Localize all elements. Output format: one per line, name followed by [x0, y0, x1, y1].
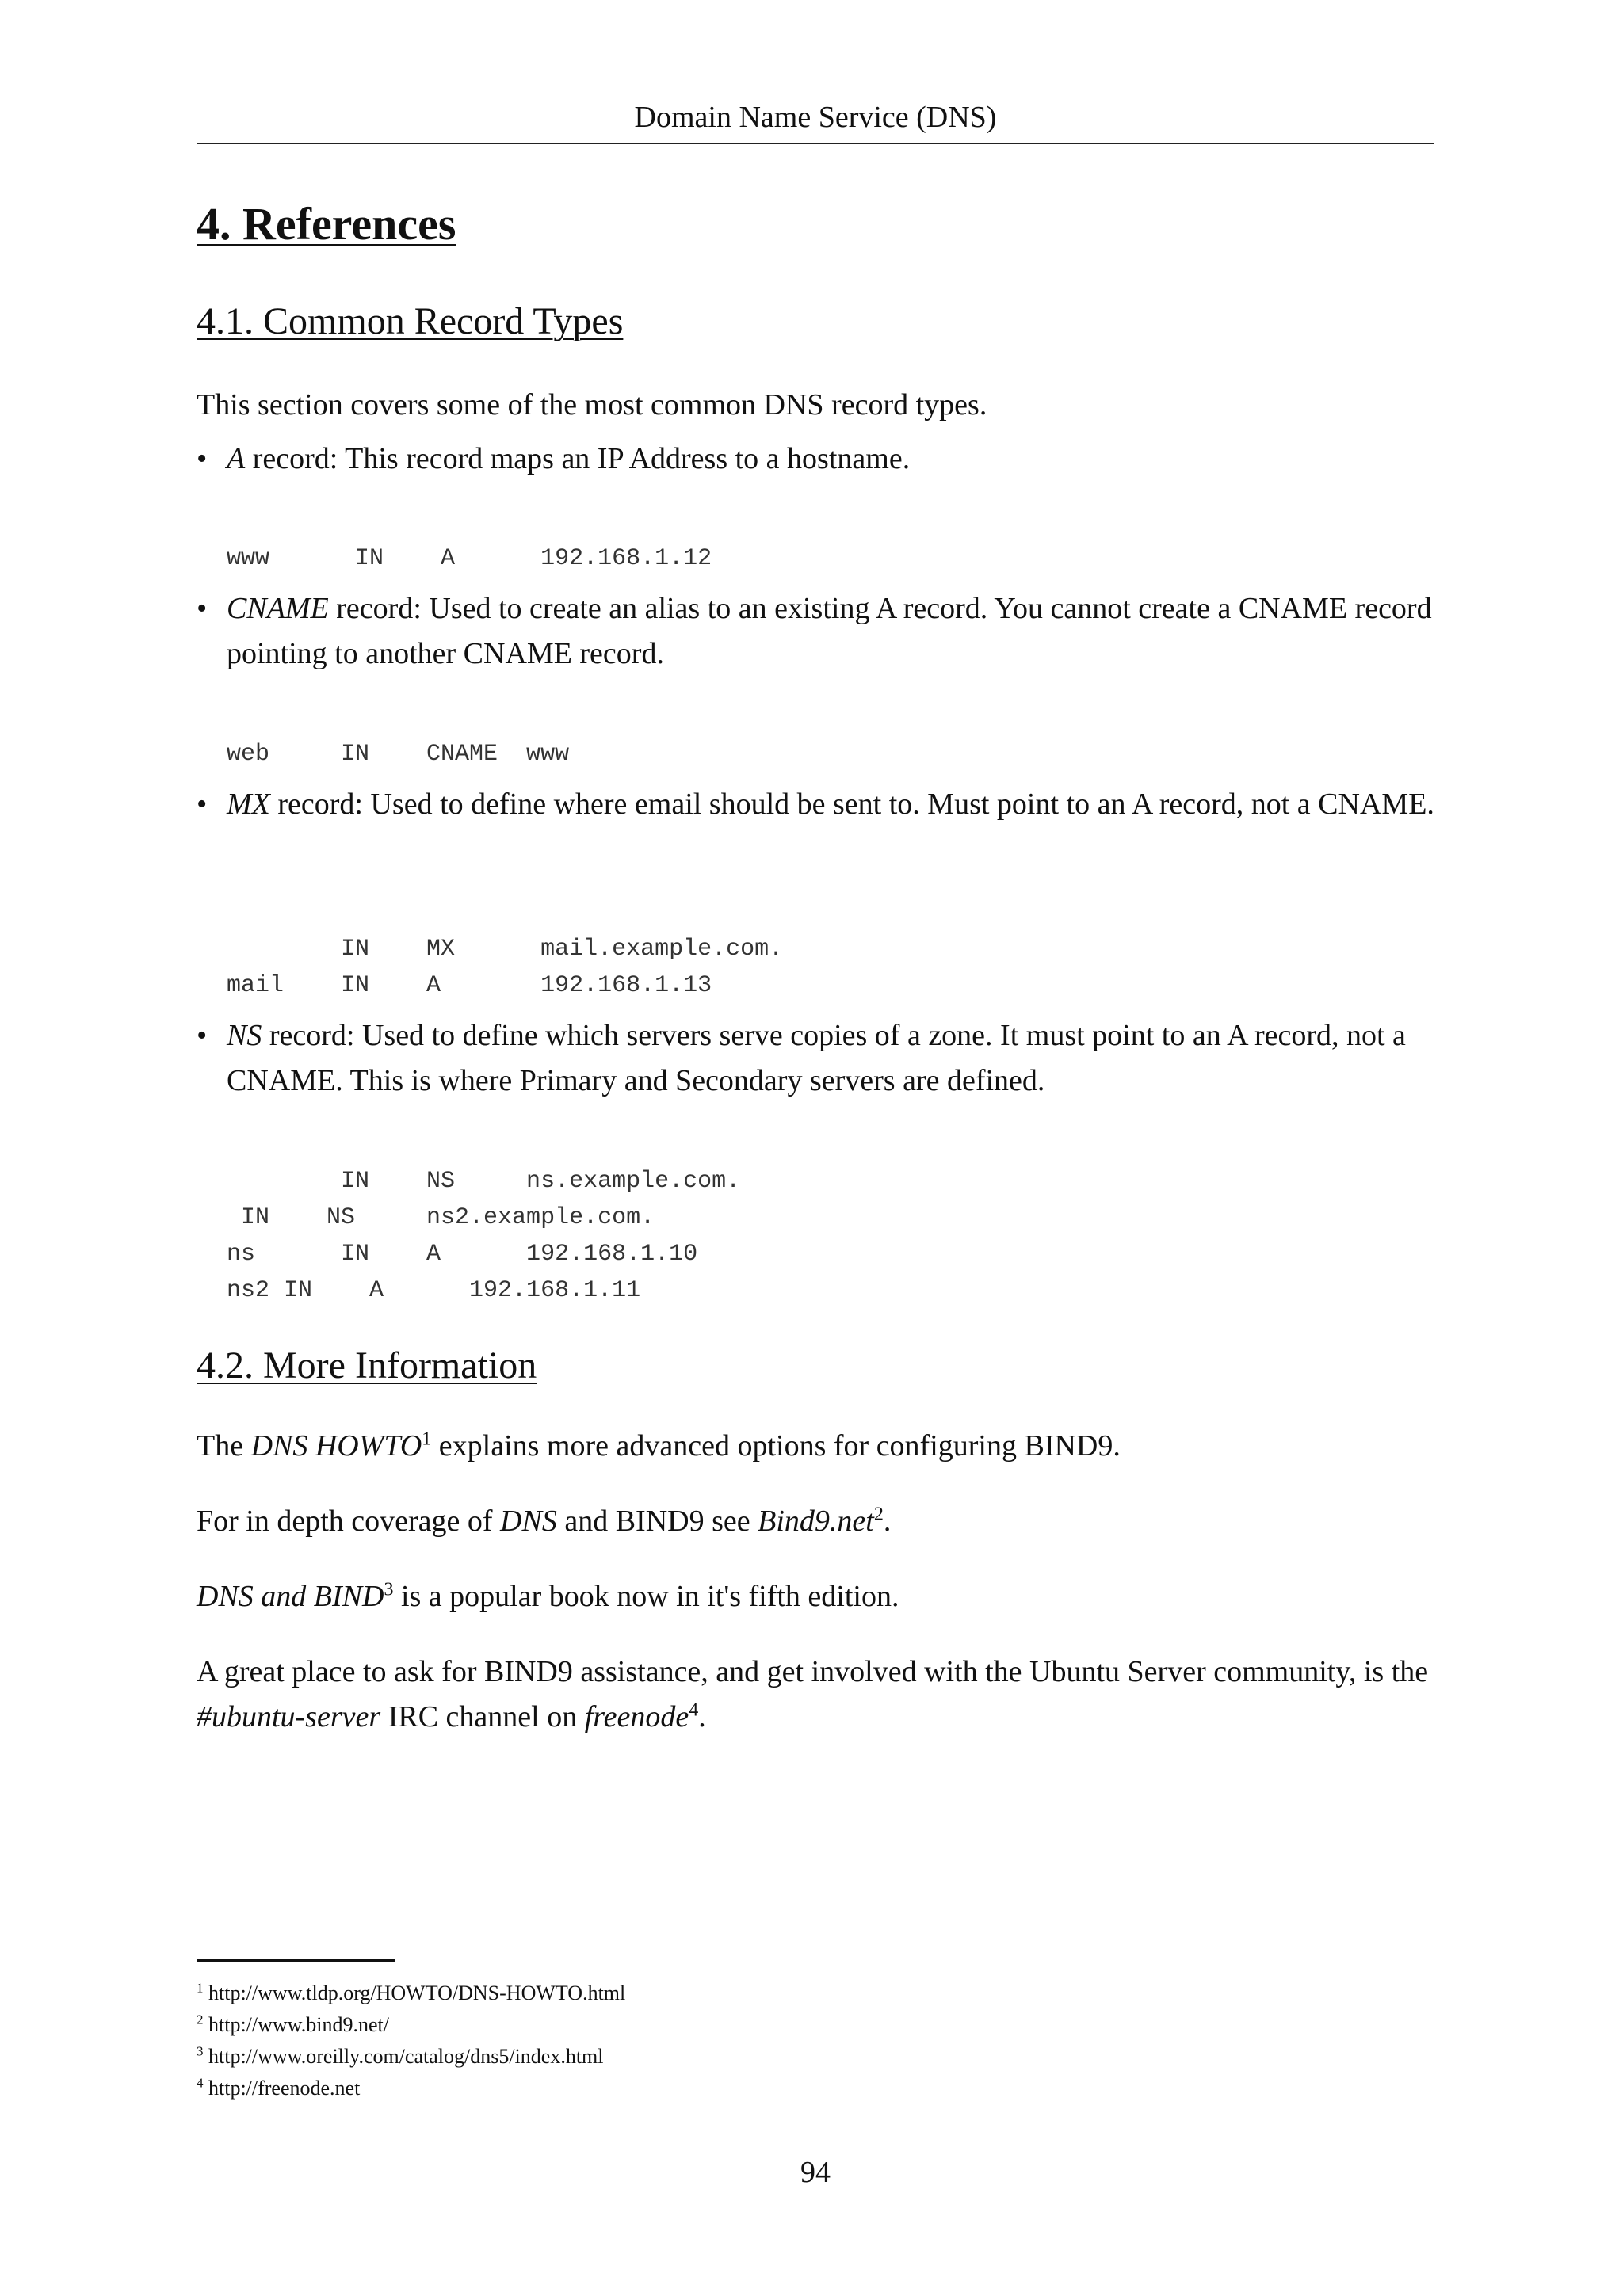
code-block-cname-record: web IN CNAME www	[227, 741, 570, 768]
subsection-heading-more-information: 4.2. More Information	[197, 1344, 537, 1386]
code-block-ns-record: IN NS ns.example.com. IN NS ns2.example.com. ns IN A 192.168.1.10 ns2 IN A 192.168.1.11	[227, 1168, 741, 1304]
subsection-heading-record-types: 4.1. Common Record Types	[197, 300, 624, 342]
footnote-url[interactable]: http://www.bind9.net/	[208, 2013, 389, 2036]
footnote-separator	[197, 1959, 395, 1962]
bullet-dot: •	[197, 592, 208, 625]
page-number: 94	[800, 2156, 831, 2189]
footnote-ref[interactable]: 2	[873, 1504, 884, 1525]
record-type-term: NS	[227, 1019, 262, 1052]
header-rule	[197, 143, 1434, 144]
record-type-term: A	[227, 442, 246, 475]
link-bind9-net[interactable]: Bind9.net	[758, 1505, 874, 1538]
footnote-item: $^3$ http://www.oreilly.com/catalog/dns5/index.html	[197, 2043, 604, 2068]
bullet-dot: •	[197, 788, 208, 821]
link-dns-and-bind[interactable]: DNS and BIND	[197, 1580, 384, 1613]
record-type-term: CNAME	[227, 592, 329, 625]
paragraph-dns-and-bind: DNS and BIND$^3$ is a popular book now in it's fifth edition.	[197, 1579, 899, 1613]
footnote-url[interactable]: http://freenode.net	[208, 2077, 361, 2100]
bullet-text: record: This record maps an IP Address to a hostname.	[245, 442, 911, 475]
bullet-text: record: Used to define where email should be sent to. Must point to an A record, not a CNAME.	[269, 788, 1434, 821]
bullet-dot: •	[197, 442, 208, 475]
paragraph-irc-channel: A great place to ask for BIND9 assistance, and get involved with the Ubuntu Server community, is the #ubuntu-server IRC channel on freenode$^4$.	[197, 1655, 1429, 1733]
link-dns-howto[interactable]: DNS HOWTO	[250, 1429, 422, 1463]
bullet-mx-record	[197, 782, 1436, 827]
running-header: Domain Name Service (DNS)	[634, 101, 997, 134]
footnote-item: $^1$ http://www.tldp.org/HOWTO/DNS-HOWTO.html	[197, 1980, 626, 2004]
code-block-a-record: www IN A 192.168.1.12	[227, 545, 712, 572]
record-type-term: MX	[227, 788, 270, 821]
bullet-a-record	[197, 437, 1436, 482]
intro-paragraph: This section covers some of the most common DNS record types.	[197, 388, 987, 421]
bullet-text: record: Used to define which servers serve copies of a zone. It must point to an A record, not a CNAME. This is where Primary and Secondary servers are defined.	[227, 1019, 1406, 1097]
footnote-item: $^2$ http://www.bind9.net/	[197, 2012, 389, 2036]
bullet-text: record: Used to create an alias to an existing A record. You cannot create a CNAME record pointing to another CNAME record.	[227, 592, 1432, 670]
bullet-dot: •	[197, 1019, 208, 1052]
bullet-ns-record	[197, 1013, 1436, 1104]
paragraph-dns-howto: The DNS HOWTO$^1$ explains more advanced options for configuring BIND9.	[197, 1428, 1121, 1463]
code-block-mx-record: IN MX mail.example.com. mail IN A 192.168.1.13	[227, 936, 784, 999]
footnote-url[interactable]: http://www.tldp.org/HOWTO/DNS-HOWTO.html	[208, 1981, 626, 2004]
footnotes	[197, 1978, 625, 2104]
footnote-ref[interactable]: 4	[689, 1699, 699, 1721]
footnote-ref[interactable]: 3	[384, 1579, 394, 1600]
footnote-item: $^4$ http://freenode.net	[197, 2075, 361, 2100]
bullet-cname-record	[197, 586, 1436, 677]
paragraph-bind9-net: For in depth coverage of DNS and BIND9 see Bind9.net$^2$.	[197, 1504, 892, 1538]
footnote-ref[interactable]: 1	[422, 1428, 432, 1450]
link-freenode[interactable]: freenode	[584, 1700, 689, 1733]
section-heading: 4. References	[197, 198, 456, 250]
footnote-url[interactable]: http://www.oreilly.com/catalog/dns5/index.html	[208, 2045, 604, 2068]
